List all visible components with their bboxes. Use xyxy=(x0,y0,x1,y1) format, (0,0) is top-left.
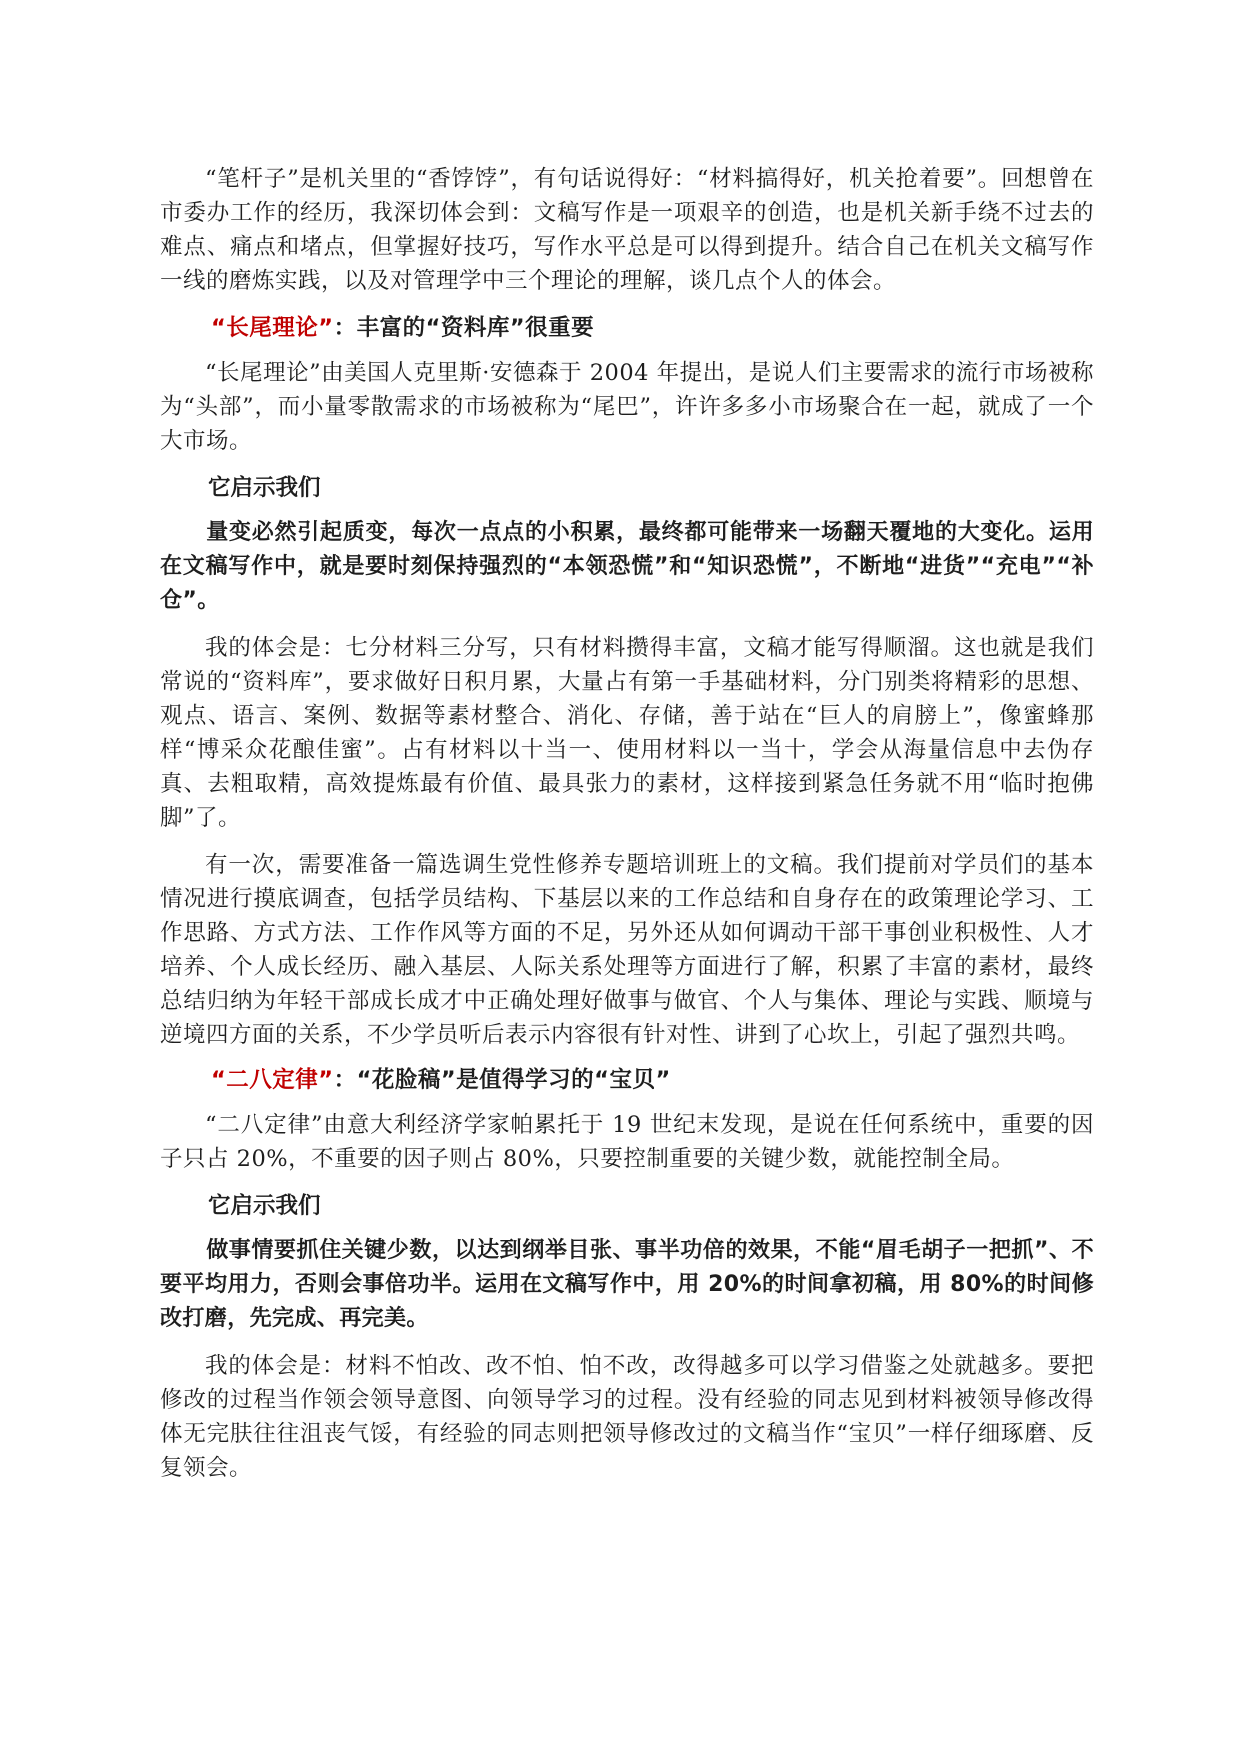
section-heading-pareto-term: “二八定律” xyxy=(211,1067,334,1093)
pareto-definition: “二八定律”由意大利经济学家帕累托于 19 世纪末发现，是说在任何系统中，重要的因子只占 20%，不重要的因子则占 80%，只要控制重要的关键少数，就能控制全局。 xyxy=(160,1112,1094,1172)
long-tail-definition: “长尾理论”由美国人克里斯·安德森于 2004 年提出，是说人们主要需求的流行市场被称为“头部”，而小量零散需求的市场被称为“尾巴”，许许多多小市场聚合在一起，就成了一个大市场。 xyxy=(160,360,1094,454)
section-heading-long-tail xyxy=(160,311,1094,345)
long-tail-experience: 我的体会是：七分材料三分写，只有材料攒得丰富，文稿才能写得顺溜。这也就是我们常说的“资料库”，要求做好日积月累，大量占有第一手基础材料，分门别类将精彩的思想、观点、语言、案例、数据等素材整合、消化、存储，善于站在“巨人的肩膀上”，像蜜蜂那样“博采众花酿佳蜜”。占有材料以十当一、使用材料以一当十，学会从海量信息中去伪存真、去粗取精，高效提炼最有价值、最具张力的素材，这样接到紧急任务就不用“临时抱佛脚”了。 xyxy=(160,635,1094,831)
section-heading-long-tail-title: ：丰富的“资料库”很重要 xyxy=(333,315,595,341)
section-heading-long-tail-term: “长尾理论” xyxy=(211,315,334,341)
inspire-label-2: 它启示我们 xyxy=(208,1193,321,1219)
inspire-label-1: 它启示我们 xyxy=(208,475,321,501)
long-tail-example: 有一次，需要准备一篇选调生党性修养专题培训班上的文稿。我们提前对学员们的基本情况进行摸底调查，包括学员结构、下基层以来的工作总结和自身存在的政策理论学习、工作思路、方式方法、工作作风等方面的不足，另外还从如何调动干部干事创业积极性、人才培养、个人成长经历、融入基层、人际关系处理等方面进行了解，积累了丰富的素材，最终总结归纳为年轻干部成长成才中正确处理好做事与做官、个人与集体、理论与实践、顺境与逆境四方面的关系，不少学员听后表示内容很有针对性、讲到了心坎上，引起了强烈共鸣。 xyxy=(160,852,1094,1048)
pareto-experience: 我的体会是：材料不怕改、改不怕、怕不改，改得越多可以学习借鉴之处就越多。要把修改的过程当作领会领导意图、向领导学习的过程。没有经验的同志见到材料被领导修改得体无完肤往往沮丧气馁，有经验的同志则把领导修改过的文稿当作“宝贝”一样仔细琢磨、反复领会。 xyxy=(160,1353,1094,1481)
long-tail-key-point: 量变必然引起质变，每次一点点的小积累，最终都可能带来一场翻天覆地的大变化。运用在文稿写作中，就是要时刻保持强烈的“本领恐慌”和“知识恐慌”，不断地“进货”“充电”“补仓”。 xyxy=(160,520,1094,613)
section-heading-pareto xyxy=(160,1063,1094,1097)
pareto-key-point: 做事情要抓住关键少数，以达到纲举目张、事半功倍的效果，不能“眉毛胡子一把抓”、不要平均用力，否则会事倍功半。运用在文稿写作中，用 20%的时间拿初稿，用 80%的时间修改打磨，先完成、再完美。 xyxy=(160,1238,1094,1331)
section-heading-pareto-title: ：“花脸稿”是值得学习的“宝贝” xyxy=(333,1067,671,1093)
article-page xyxy=(160,162,1094,1485)
intro-paragraph: “笔杆子”是机关里的“香饽饽”，有句话说得好：“材料搞得好，机关抢着要”。回想曾在市委办工作的经历，我深切体会到：文稿写作是一项艰辛的创造，也是机关新手绕不过去的难点、痛点和堵点，但掌握好技巧，写作水平总是可以得到提升。结合自己在机关文稿写作一线的磨炼实践，以及对管理学中三个理论的理解，谈几点个人的体会。 xyxy=(160,166,1094,294)
